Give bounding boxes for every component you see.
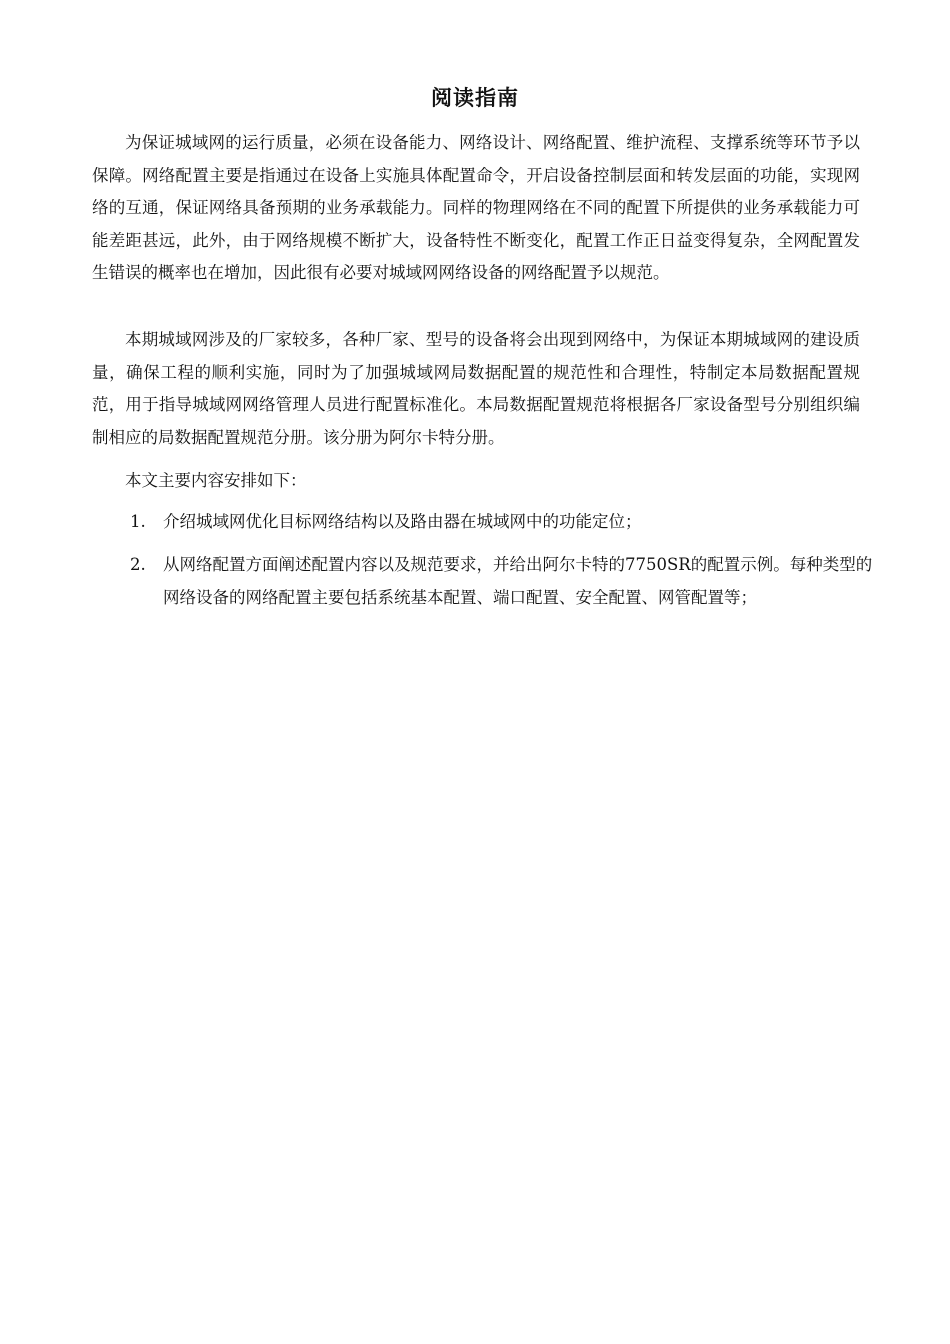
list-item	[92, 506, 892, 539]
paragraph-intro: 为保证城域网的运行质量，必须在设备能力、网络设计、网络配置、维护流程、支撑系统等环节予以保障。网络配置主要是指通过在设备上实施具体配置命令，开启设备控制层面和转发层面的功能，实现网络的互通，保证网络具备预期的业务承载能力。同样的物理网络在不同的配置下所提供的业务承载能力可能差距甚远，此外，由于网络规模不断扩大，设备特性不断变化，配置工作正日益变得复杂，全网配置发生错误的概率也在增加，因此很有必要对城域网网络设备的网络配置予以规范。	[92, 133, 860, 282]
list-item	[92, 549, 892, 614]
list-item-number: 1.	[130, 512, 146, 531]
paragraph-scope: 本期城域网涉及的厂家较多，各种厂家、型号的设备将会出现到网络中，为保证本期城域网的建设质量，确保工程的顺利实施，同时为了加强城域网局数据配置的规范性和合理性，特制定本局数据配置规范，用于指导城域网网络管理人员进行配置标准化。本局数据配置规范将根据各厂家设备型号分别组织编制相应的局数据配置规范分册。该分册为阿尔卡特分册。	[92, 330, 860, 447]
list-item-text: 介绍城域网优化目标网络结构以及路由器在城域网中的功能定位；	[163, 512, 642, 531]
outline-list-item-2	[92, 549, 892, 614]
page-title: 阅读指南	[431, 86, 519, 110]
list-item-text: 从网络配置方面阐述配置内容以及规范要求，并给出阿尔卡特的7750SR的配置示例。每种类型的网络设备的网络配置主要包括系统基本配置、端口配置、安全配置、网管配置等；	[163, 555, 873, 607]
paragraph-outline-lead: 本文主要内容安排如下：	[125, 471, 307, 490]
list-item-number: 2.	[130, 555, 146, 574]
outline-list-item-1	[92, 506, 892, 539]
